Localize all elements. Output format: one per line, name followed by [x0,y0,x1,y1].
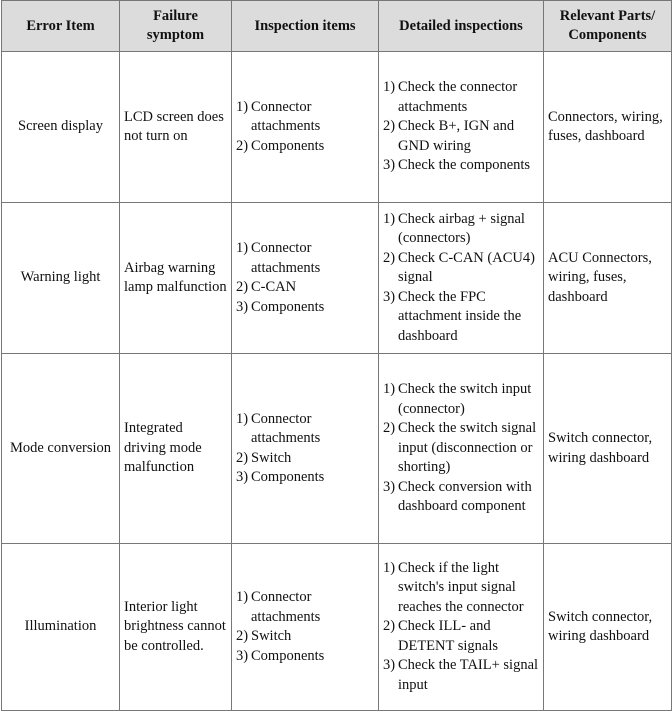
list-item: 2) Switch [236,628,292,644]
error-item-cell: Illumination [2,544,120,711]
header-failure-symptom: Failure symptom [120,1,232,52]
list-item: 1) Connector attachments [236,240,321,276]
symptom-cell: LCD screen does not turn on [120,52,232,203]
parts-cell: Connectors, wiring, fuses, dashboard [544,52,672,203]
inspection-cell [232,203,379,354]
inspection-cell [232,354,379,544]
error-item-cell: Warning light [2,203,120,354]
list-item: 2) Check ILL- and DETENT signals [383,618,499,654]
table-row [2,354,672,544]
list-item: 1) Check airbag + signal (connectors) [383,210,525,247]
error-item-cell: Screen display [2,52,120,203]
header-relevant-parts: Relevant Parts/ Components [544,1,672,52]
list-item: 3) Check the TAIL+ signal input [383,657,539,693]
inspection-table [1,0,672,711]
inspection-cell [232,52,379,203]
list-item: 2) Check B+, IGN and GND wiring [383,118,515,154]
header-inspection-items: Inspection items [232,1,379,52]
list-item: 3) Components [236,469,325,485]
parts-cell: Switch connector, wiring dashboard [544,544,672,711]
list-item: 2) C-CAN [236,279,297,295]
list-item: 3) Check conversion with dashboard component [383,478,532,515]
list-item: 1) Check the connector attachments [383,79,518,115]
parts-cell: ACU Connectors, wiring, fuses, dashboard [544,203,672,354]
list-item: 2) Switch [236,449,292,466]
detailed-cell [379,544,544,711]
table-row [2,52,672,203]
list-item: 1) Check if the light switch's input signal reaches the connector [383,559,524,615]
list-item: 1) Connector attachments [236,589,321,625]
header-row [2,1,672,52]
list-item: 2) Components [236,137,325,154]
parts-cell: Switch connector, wiring dashboard [544,354,672,544]
inspection-cell [232,544,379,711]
symptom-cell: Integrated driving mode malfunction [120,354,232,544]
header-error-item: Error Item [2,1,120,52]
list-item: 3) Check the components [383,157,531,174]
table-row [2,203,672,354]
list-item: 3) Check the FPC attachment inside the dashboard [383,288,522,344]
list-item: 1) Connector attachments [236,98,321,135]
table-row [2,544,672,711]
symptom-cell: Interior light brightness cannot be controlled. [120,544,232,711]
list-item: 1) Connector attachments [236,410,321,446]
detailed-cell [379,203,544,354]
header-detailed-inspections: Detailed inspections [379,1,544,52]
list-item: 2) Check C-CAN (ACU4) signal [383,249,535,286]
detailed-cell [379,52,544,203]
list-item: 3) Components [236,298,325,315]
list-item: 1) Check the switch input (connector) [383,381,532,417]
symptom-cell: Airbag warning lamp malfunction [120,203,232,354]
list-item: 3) Components [236,647,325,664]
list-item: 2) Check the switch signal input (disconnection or shorting) [383,420,537,476]
error-item-cell: Mode conversion [2,354,120,544]
detailed-cell [379,354,544,544]
